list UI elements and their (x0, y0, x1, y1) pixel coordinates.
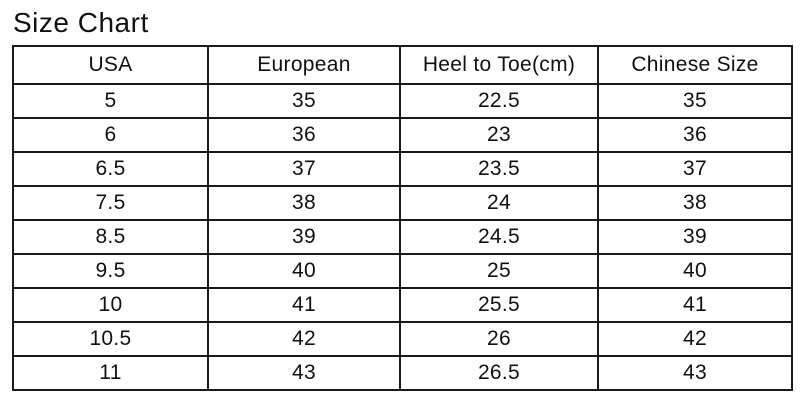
table-row (13, 220, 792, 254)
cell-heel-to-toe: 25 (400, 254, 598, 288)
column-header-usa: USA (13, 46, 208, 84)
cell-usa: 6 (13, 118, 208, 152)
column-header-european: European (208, 46, 400, 84)
cell-chinese-size: 43 (598, 356, 792, 390)
cell-usa: 10 (13, 288, 208, 322)
table-row (13, 152, 792, 186)
cell-heel-to-toe: 22.5 (400, 84, 598, 118)
cell-heel-to-toe: 23.5 (400, 152, 598, 186)
cell-usa: 7.5 (13, 186, 208, 220)
cell-european: 37 (208, 152, 400, 186)
cell-usa: 10.5 (13, 322, 208, 356)
table-row (13, 288, 792, 322)
cell-chinese-size: 35 (598, 84, 792, 118)
cell-european: 40 (208, 254, 400, 288)
cell-european: 36 (208, 118, 400, 152)
size-chart-table (12, 45, 793, 391)
column-header-chinese-size: Chinese Size (598, 46, 792, 84)
cell-usa: 11 (13, 356, 208, 390)
cell-usa: 5 (13, 84, 208, 118)
table-row (13, 118, 792, 152)
cell-heel-to-toe: 26.5 (400, 356, 598, 390)
cell-usa: 9.5 (13, 254, 208, 288)
cell-european: 43 (208, 356, 400, 390)
table-row (13, 84, 792, 118)
page-title: Size Chart (13, 7, 149, 38)
cell-european: 41 (208, 288, 400, 322)
table-row (13, 186, 792, 220)
cell-chinese-size: 38 (598, 186, 792, 220)
cell-chinese-size: 39 (598, 220, 792, 254)
cell-heel-to-toe: 23 (400, 118, 598, 152)
cell-european: 35 (208, 84, 400, 118)
cell-usa: 8.5 (13, 220, 208, 254)
cell-chinese-size: 41 (598, 288, 792, 322)
cell-heel-to-toe: 24 (400, 186, 598, 220)
cell-chinese-size: 40 (598, 254, 792, 288)
cell-chinese-size: 37 (598, 152, 792, 186)
cell-european: 42 (208, 322, 400, 356)
table-row (13, 322, 792, 356)
table-row (13, 356, 792, 390)
column-header-heel-to-toe: Heel to Toe(cm) (400, 46, 598, 84)
cell-european: 39 (208, 220, 400, 254)
cell-heel-to-toe: 24.5 (400, 220, 598, 254)
cell-heel-to-toe: 26 (400, 322, 598, 356)
cell-chinese-size: 42 (598, 322, 792, 356)
size-chart-page (0, 9, 800, 391)
table-row (13, 254, 792, 288)
cell-heel-to-toe: 25.5 (400, 288, 598, 322)
header-row (13, 46, 792, 84)
cell-usa: 6.5 (13, 152, 208, 186)
cell-chinese-size: 36 (598, 118, 792, 152)
cell-european: 38 (208, 186, 400, 220)
